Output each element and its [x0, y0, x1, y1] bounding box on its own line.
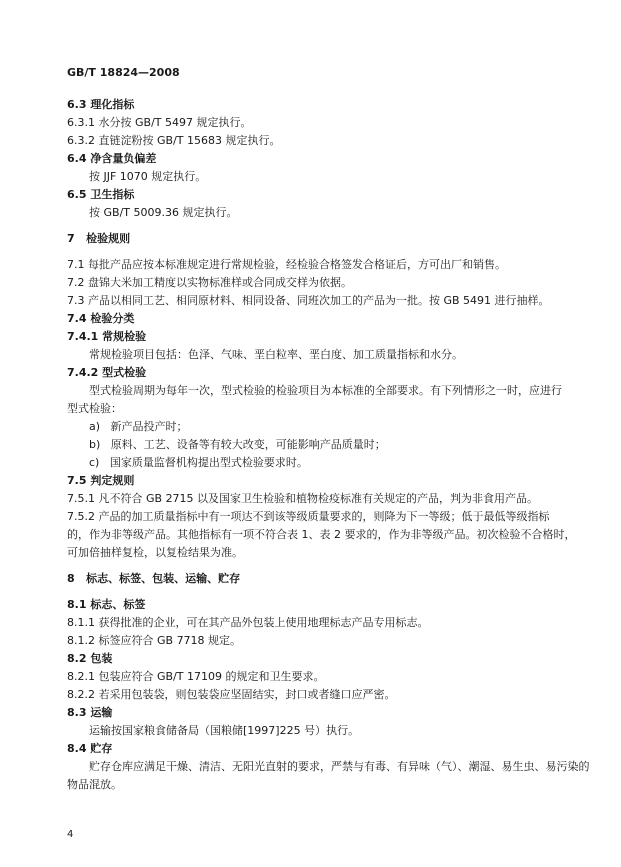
clause-text: 获得批准的企业，可在其产品外包装上使用地理标志产品专用标志。 — [98, 616, 429, 629]
list-marker: c) — [89, 456, 100, 469]
clause-8-1-2 — [67, 632, 557, 650]
clause-title: 标志、标签 — [90, 598, 146, 611]
clause-6-3-1 — [67, 114, 557, 132]
clause-6-3-heading — [67, 96, 557, 114]
list-item-b — [67, 436, 557, 454]
clause-7-2 — [67, 274, 557, 292]
clause-6-5-text: 按 GB/T 5009.36 规定执行。 — [89, 206, 238, 219]
clause-number: 7.4.2 — [67, 366, 99, 379]
list-text: 国家质量监督机构提出型式检验要求时。 — [109, 456, 308, 469]
chapter-number: 7 — [67, 232, 75, 245]
clause-number: 6.5 — [67, 188, 87, 201]
clause-8-4-heading — [67, 740, 557, 758]
clause-number: 7.3 — [67, 294, 85, 307]
clause-number: 8.2.2 — [67, 688, 95, 701]
clause-text: 标签应符合 GB 7718 规定。 — [98, 634, 242, 647]
clause-number: 7.5.2 — [67, 510, 95, 523]
clause-text: 盘锦大米加工精度以实物标准样或合同成交样为依据。 — [88, 276, 352, 289]
clause-title: 包装 — [90, 652, 113, 665]
list-marker: b) — [89, 438, 101, 451]
clause-7-4-2-text-2: 型式检验： — [67, 402, 122, 415]
clause-6-4-text: 按 JJF 1070 规定执行。 — [89, 170, 207, 183]
clause-text: 每批产品应按本标准规定进行常规检验，经检验合格签发合格证后，方可出厂和销售。 — [88, 258, 506, 271]
clause-6-3-2 — [67, 132, 557, 150]
clause-8-1-heading — [67, 596, 557, 614]
clause-number: 8.1.2 — [67, 634, 95, 647]
clause-number: 8.2 — [67, 652, 87, 665]
clause-8-4-text-1: 贮存仓库应满足干燥、清洁、无阳光直射的要求，严禁与有毒、有异味（气）、潮湿、易生虫、易污染的 — [89, 760, 590, 773]
clause-title: 型式检验 — [102, 366, 147, 379]
clause-7-1 — [67, 256, 557, 274]
clause-title: 判定规则 — [90, 474, 135, 487]
clause-7-5-2-line-3: 可加倍抽样复检，以复检结果为准。 — [67, 546, 243, 559]
document-body — [67, 96, 590, 794]
clause-7-4-2-heading — [67, 364, 557, 382]
list-item-c — [67, 454, 557, 472]
clause-number: 7.5.1 — [67, 492, 95, 505]
clause-7-4-2-text-1: 型式检验周期为每年一次，型式检验的检验项目为本标准的全部要求。有下列情形之一时，应进行 — [89, 384, 562, 397]
clause-number: 6.3.1 — [67, 116, 95, 129]
clause-8-2-1 — [67, 668, 557, 686]
clause-title: 运输 — [90, 706, 113, 719]
clause-number: 7.4 — [67, 312, 87, 325]
clause-7-3 — [67, 292, 557, 310]
clause-number: 8.1 — [67, 598, 87, 611]
list-text: 新产品投产时； — [110, 420, 188, 433]
clause-7-5-1 — [67, 490, 557, 508]
clause-number: 8.4 — [67, 742, 87, 755]
clause-number: 7.1 — [67, 258, 85, 271]
clause-text: 直链淀粉按 GB/T 15683 规定执行。 — [98, 134, 281, 147]
clause-title: 常规检验 — [102, 330, 147, 343]
clause-8-2-heading — [67, 650, 557, 668]
list-marker: a) — [89, 420, 101, 433]
clause-number: 7.4.1 — [67, 330, 99, 343]
chapter-number: 8 — [67, 572, 75, 585]
clause-title: 净含量负偏差 — [90, 152, 157, 165]
chapter-title: 标志、标签、包装、运输、贮存 — [86, 572, 241, 585]
clause-text: 包装应符合 GB/T 17109 的规定和卫生要求。 — [98, 670, 325, 683]
clause-title: 理化指标 — [90, 98, 135, 111]
clause-title: 贮存 — [90, 742, 113, 755]
clause-8-3-text: 运输按国家粮食储备局（国粮储[1997]225 号）执行。 — [89, 724, 360, 737]
chapter-title: 检验规则 — [86, 232, 131, 245]
clause-number: 6.4 — [67, 152, 87, 165]
clause-number: 8.3 — [67, 706, 87, 719]
chapter-7-heading — [67, 230, 557, 248]
clause-number: 8.1.1 — [67, 616, 95, 629]
list-item-a — [67, 418, 557, 436]
clause-7-5-heading — [67, 472, 557, 490]
clause-7-5-2-line-1 — [67, 508, 557, 526]
clause-8-2-2 — [67, 686, 557, 704]
standard-number: GB/T 18824—2008 — [67, 66, 180, 79]
clause-text: 水分按 GB/T 5497 规定执行。 — [98, 116, 252, 129]
clause-number: 7.2 — [67, 276, 85, 289]
clause-number: 6.3 — [67, 98, 87, 111]
clause-text: 若采用包装袋，则包装袋应坚固结实，封口或者缝口应严密。 — [98, 688, 396, 701]
clause-7-4-heading — [67, 310, 557, 328]
clause-6-5-heading — [67, 186, 557, 204]
clause-title: 检验分类 — [90, 312, 135, 325]
clause-number: 7.5 — [67, 474, 87, 487]
clause-8-4-text-2: 物品混放。 — [67, 778, 122, 791]
clause-number: 6.3.2 — [67, 134, 95, 147]
clause-7-4-1-heading — [67, 328, 557, 346]
list-text: 原料、工艺、设备等有较大改变，可能影响产品质量时； — [110, 438, 386, 451]
chapter-8-heading — [67, 570, 557, 588]
clause-6-4-heading — [67, 150, 557, 168]
clause-7-5-2-line-2: 的，作为非等级产品。其他指标有一项不符合表 1、表 2 要求的，作为非等级产品。初次检验不合格时， — [67, 528, 576, 541]
clause-title: 卫生指标 — [90, 188, 135, 201]
clause-8-1-1 — [67, 614, 557, 632]
clause-7-4-1-text: 常规检验项目包括：色泽、气味、垩白粒率、垩白度、加工质量指标和水分。 — [89, 348, 463, 361]
clause-text: 产品的加工质量指标中有一项达不到该等级质量要求的，则降为下一等级；低于最低等级指标 — [98, 510, 550, 523]
clause-number: 8.2.1 — [67, 670, 95, 683]
clause-text: 凡不符合 GB 2715 以及国家卫生检验和植物检疫标准有关规定的产品，判为非食用产品。 — [98, 492, 539, 505]
clause-8-3-heading — [67, 704, 557, 722]
clause-text: 产品以相同工艺、相同原材料、相同设备、同班次加工的产品为一批。按 GB 5491 进行抽样。 — [88, 294, 550, 307]
page-number: 4 — [67, 829, 74, 840]
